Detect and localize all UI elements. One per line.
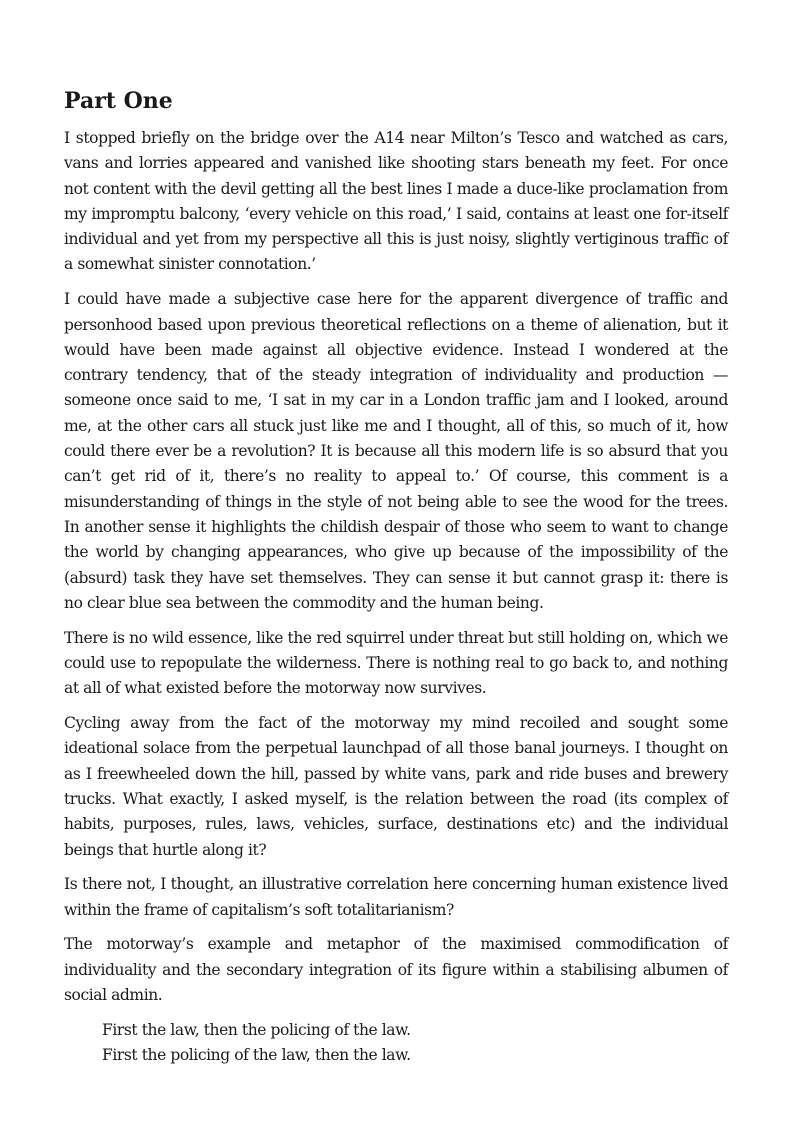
section-heading: Part One xyxy=(64,88,173,114)
verse-line-2: First the policing of the law, then the law. xyxy=(102,1046,411,1065)
paragraph-6: The motorway’s example and metaphor of the maximised commodification of individuality and the secondary integration of its figure within a stabilising albumen of social admin. xyxy=(64,935,728,1004)
verse-line-1: First the law, then the policing of the law. xyxy=(102,1020,411,1039)
verse-block xyxy=(64,1018,728,1069)
paragraph-2: I could have made a subjective case here for the apparent divergence of traffic and personhood based upon previous theoretical reflections on a theme of alienation, but it would have been made against all objective evidence. Instead I wondered at the contrary tendency, that of the steady integration of individuality and production — someone once said to me, ‘I sat in my car in a London traffic jam and I looked, around me, at the other cars all stuck just like me and I thought, all of this, so much of it, how could there ever be a revolution? It is because all this modern life is so absurd that you can’t get rid of it, there’s no reality to appeal to.’ Of course, this comment is a misunderstanding of things in the style of not being able to see the wood for the trees. In another sense it highlights the childish despair of those who seem to want to change the world by changing appearances, who give up because of the impossibility of the (absurd) task they have set themselves. They can sense it but cannot grasp it: there is no clear blue sea between the commodity and the human being. xyxy=(64,290,728,612)
paragraph-1: I stopped briefly on the bridge over the A14 near Milton’s Tesco and watched as cars, vans and lorries appeared and vanished like shooting stars beneath my feet. For once not content with the devil getting all the best lines I made a duce-like proclamation from my impromptu balcony, ‘every vehicle on this road,’ I said, contains at least one for-itself individual and yet from my perspective all this is just noisy, slightly vertiginous traffic of a somewhat sinister connotation.’ xyxy=(64,129,728,274)
paragraph-5: Is there not, I thought, an illustrative correlation here concerning human existence lived within the frame of capitalism’s soft totalitarianism? xyxy=(64,875,728,919)
paragraph-4: Cycling away from the fact of the motorway my mind recoiled and sought some ideational solace from the perpetual launchpad of all those banal journeys. I thought on as I freewheeled down the hill, passed by white vans, park and ride buses and brewery trucks. What exactly, I asked myself, is the relation between the road (its complex of habits, purposes, rules, laws, vehicles, surface, destinations etc) and the individual beings that hurtle along it? xyxy=(64,714,728,859)
paragraph-3: There is no wild essence, like the red squirrel under threat but still holding on, which we could use to repopulate the wilderness. There is nothing real to go back to, and nothing at all of what existed before the motorway now survives. xyxy=(64,628,728,698)
document-page xyxy=(64,86,728,1068)
